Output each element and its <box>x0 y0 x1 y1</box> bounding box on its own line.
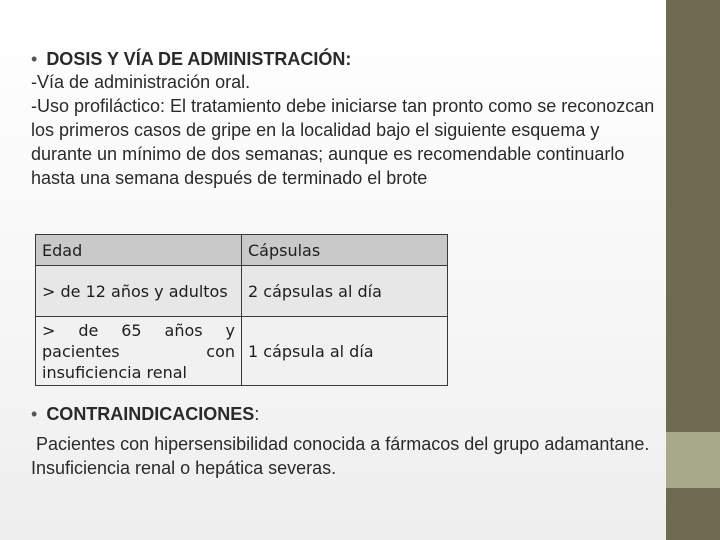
dosis-table <box>35 234 448 386</box>
table-row <box>36 266 448 317</box>
sidebar-band-accent <box>666 432 720 488</box>
header-capsulas: Cápsulas <box>242 235 448 266</box>
bullet-icon: • <box>31 49 38 69</box>
contraindicaciones-heading <box>31 402 259 426</box>
cell-capsulas: 2 cápsulas al día <box>242 266 448 317</box>
uso-profilactico-text: -Uso profiláctico: El tratamiento debe iniciarse tan pronto como se reconozcan los primeros casos de gripe en la localidad bajo el siguiente esquema y durante un mínimo de dos semanas; aunque es recomendable continuarlo hasta una semana después de terminado el brote <box>31 96 655 188</box>
via-line: -Vía de administración oral. <box>31 72 251 92</box>
header-edad: Edad <box>36 235 242 266</box>
bullet-icon: • <box>31 404 38 424</box>
dosis-heading-text: DOSIS Y VÍA DE ADMINISTRACIÓN: <box>46 49 352 69</box>
dosis-heading <box>31 47 351 71</box>
cell-edad: > de 12 años y adultos <box>36 266 242 317</box>
cell-capsulas: 1 cápsula al día <box>242 317 448 386</box>
contraindicaciones-heading-text: CONTRAINDICACIONES <box>46 404 255 424</box>
cell-edad: > de 65 años y pacientes con insuficiencia renal <box>36 317 242 386</box>
sidebar-band-top <box>666 0 720 432</box>
dosis-body <box>31 70 656 190</box>
table-header-row <box>36 235 448 266</box>
table-row <box>36 317 448 386</box>
heading-colon: : <box>254 404 260 424</box>
sidebar-band-bottom <box>666 488 720 540</box>
contraindicaciones-text: Pacientes con hipersensibilidad conocida a fármacos del grupo adamantane. Insuficiencia renal o hepática severas. <box>31 434 655 478</box>
